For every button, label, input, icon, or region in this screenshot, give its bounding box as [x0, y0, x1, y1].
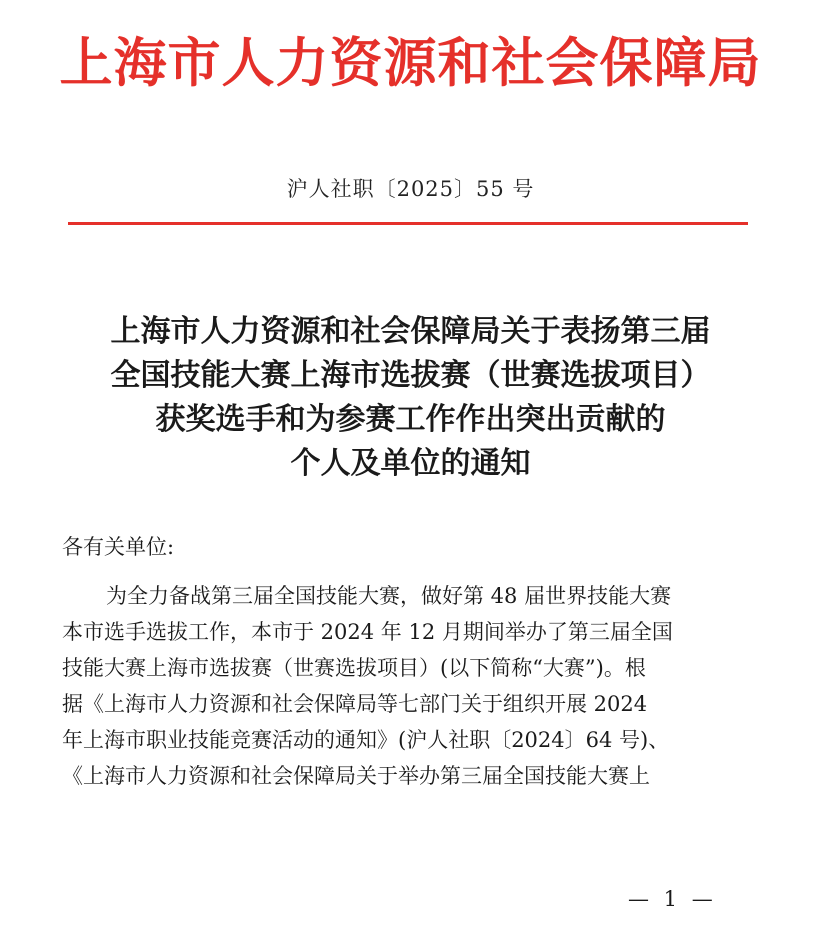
document-number: 沪人社职〔2025〕55 号 [286, 177, 535, 201]
body-line-4: 据《上海市人力资源和社会保障局等七部门关于组织开展 2024 [62, 692, 648, 716]
red-divider-line [68, 222, 748, 225]
title-line-1: 上海市人力资源和社会保障局关于表扬第三届 [110, 314, 711, 349]
body-line-2: 本市选手选拔工作，本市于 2024 年 12 月期间举办了第三届全国 [62, 620, 673, 644]
body-paragraph [62, 578, 742, 794]
title-line-3: 获奖选手和为参赛工作作出突出贡献的 [155, 402, 666, 437]
body-line-5: 年上海市职业技能竞赛活动的通知》(沪人社职〔2024〕64 号)、 [62, 728, 670, 752]
page-number: — 1 — [628, 887, 717, 911]
title-line-2: 全国技能大赛上海市选拔赛（世赛选拔项目） [110, 358, 711, 393]
salutation: 各有关单位: [62, 535, 175, 559]
body-line-1: 为全力备战第三届全国技能大赛，做好第 48 届世界技能大赛 [106, 584, 672, 608]
agency-masthead: 上海市人力资源和社会保障局 [59, 32, 762, 94]
title-line-4: 个人及单位的通知 [290, 446, 531, 481]
body-line-6: 《上海市人力资源和社会保障局关于举办第三届全国技能大赛上 [62, 764, 650, 788]
body-line-3: 技能大赛上海市选拔赛（世赛选拔项目）(以下简称“大赛”)。根 [62, 656, 646, 680]
notice-title [40, 310, 781, 486]
